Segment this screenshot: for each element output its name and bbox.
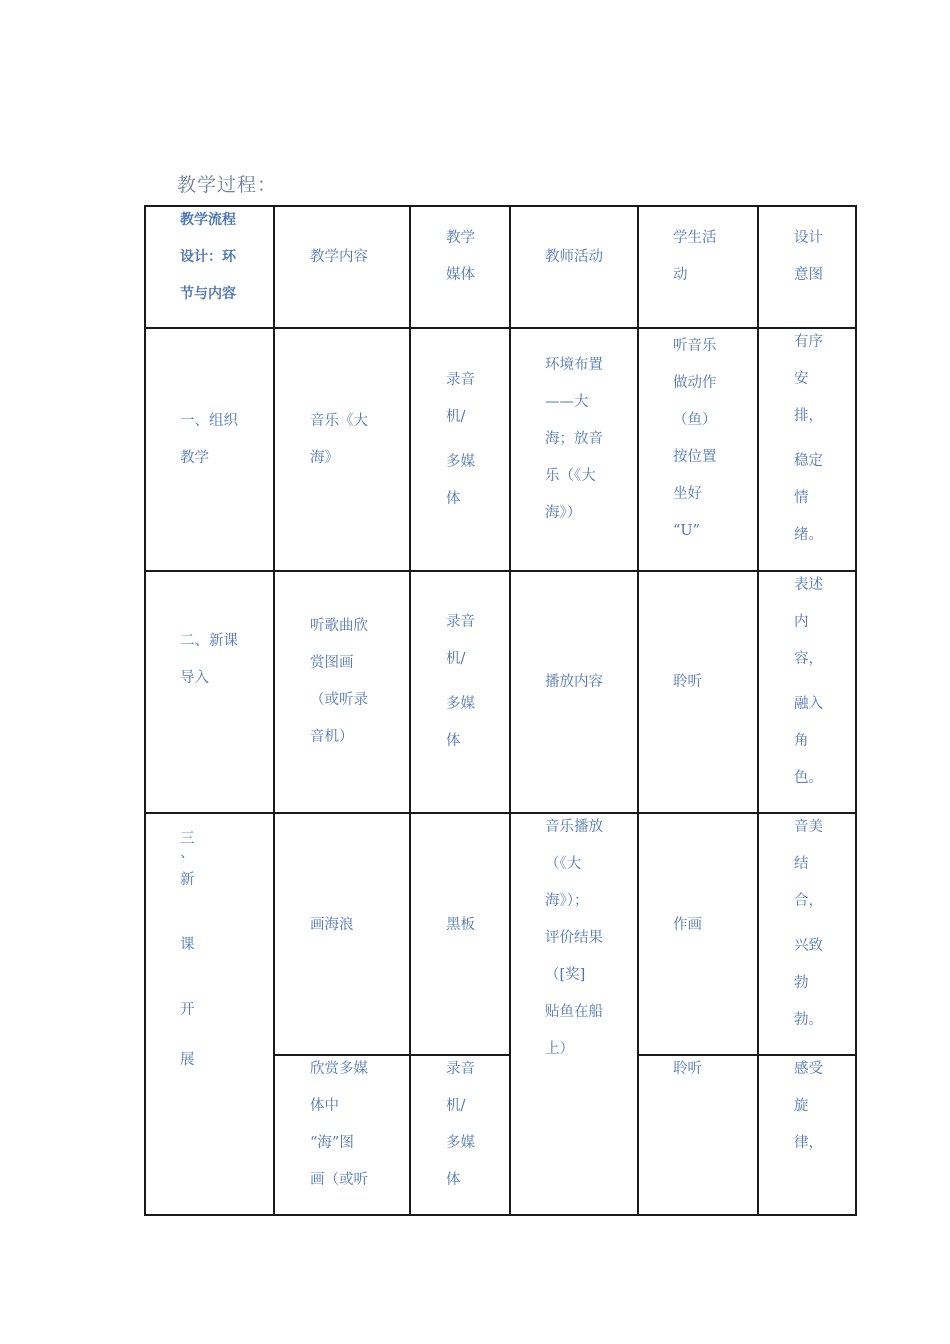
- row2-design-line: 表述: [794, 577, 823, 593]
- header-design-line: 意图: [794, 267, 823, 283]
- row1-media-cell: [446, 362, 475, 518]
- table-border: [144, 205, 857, 207]
- row1-student-cell: [673, 328, 717, 550]
- table-border: [144, 205, 146, 1216]
- header-student-cell: [673, 220, 717, 294]
- row2-content-line: （或听录: [310, 692, 368, 708]
- row2-teacher-cell: [545, 664, 603, 701]
- row2-media-line: 机/: [446, 651, 466, 667]
- row3-teacher-line: 音乐播放: [545, 819, 603, 835]
- row2-flow-cell: [180, 623, 238, 697]
- row2-content-line: 音机）: [310, 729, 354, 745]
- row3a-design-line: 勃。: [794, 1012, 823, 1028]
- row3a-content-text: 画海浪: [310, 917, 354, 933]
- row1-teacher-cell: [545, 347, 603, 532]
- row1-student-line: 听音乐: [673, 338, 717, 354]
- header-media-cell: [446, 220, 475, 294]
- row1-design-line: 安: [794, 371, 809, 387]
- row2-teacher-text: 播放内容: [545, 674, 603, 690]
- row3-teacher-line: 评价结果: [545, 930, 603, 946]
- row3b-design-cell: [794, 1051, 823, 1162]
- row3b-design-line: 律，: [794, 1135, 823, 1151]
- row3a-design-line: 勃: [794, 975, 809, 991]
- row3a-design-cell: [794, 809, 823, 1039]
- row2-student-text: 聆听: [673, 674, 702, 690]
- row3a-design-line: 兴致: [794, 938, 823, 954]
- row1-teacher-line: 乐（《大: [545, 468, 596, 484]
- row3b-content-line: “海”图: [310, 1135, 354, 1151]
- row3-teacher-line: 贴鱼在船: [545, 1004, 603, 1020]
- row1-design-line: 有序: [794, 334, 823, 350]
- row3b-student-cell: [673, 1051, 702, 1088]
- row1-content-line: 音乐《大: [310, 413, 368, 429]
- row3b-media-line: 体: [446, 1172, 461, 1188]
- row2-media-line: 多媒: [446, 696, 475, 712]
- row1-design-line: 绪。: [794, 527, 823, 543]
- row1-student-line: 坐好: [673, 486, 702, 502]
- row1-flow-line: 教学: [180, 450, 209, 466]
- row1-media-line: 机/: [446, 409, 466, 425]
- row2-student-cell: [673, 664, 702, 701]
- table-border: [144, 812, 857, 814]
- row1-student-line: 按位置: [673, 449, 717, 465]
- row3b-student-text: 聆听: [673, 1061, 702, 1077]
- header-student-line: 动: [673, 267, 688, 283]
- table-border: [273, 205, 275, 1216]
- header-flow-cell: [180, 202, 236, 313]
- row3b-media-line: 录音: [446, 1061, 475, 1077]
- table-border: [757, 205, 759, 1216]
- row2-design-line: 内: [794, 614, 809, 630]
- row3a-design-line: 合，: [794, 893, 823, 909]
- row1-design-line: 情: [794, 490, 809, 506]
- row1-media-line: 录音: [446, 372, 475, 388]
- table-border: [144, 327, 857, 329]
- row3-flow-cell: [180, 830, 195, 1069]
- header-flow-line: 节与内容: [180, 286, 236, 302]
- row1-design-line: 稳定: [794, 453, 823, 469]
- row3-flow-line: 展: [180, 1052, 195, 1068]
- row3-flow-line: 新: [180, 872, 195, 888]
- row1-student-line: （鱼）: [673, 412, 717, 428]
- row3b-design-line: 旋: [794, 1098, 809, 1114]
- row3a-media-cell: [446, 907, 475, 944]
- row2-design-cell: [794, 567, 823, 797]
- row3-flow-line: 三: [180, 831, 195, 847]
- row3-flow-line: 课: [180, 937, 195, 953]
- header-teacher-cell: [545, 239, 603, 276]
- row1-content-cell: [310, 403, 368, 477]
- row3a-student-text: 作画: [673, 917, 702, 933]
- row3a-content-cell: [310, 907, 354, 944]
- row3b-media-line: 多媒: [446, 1135, 475, 1151]
- row2-flow-line: 二、新课: [180, 633, 238, 649]
- row2-design-line: 角: [794, 733, 809, 749]
- row2-media-cell: [446, 604, 475, 760]
- section-heading: 教学过程：: [177, 174, 278, 196]
- row2-design-line: 容，: [794, 651, 823, 667]
- row2-content-line: 听歌曲欣: [310, 618, 368, 634]
- row1-content-line: 海》: [310, 450, 339, 466]
- row3-teacher-line: （[奖]: [545, 967, 586, 983]
- row3-flow-line: 、: [180, 845, 195, 861]
- row1-media-line: 体: [446, 491, 461, 507]
- row3b-design-line: 感受: [794, 1061, 823, 1077]
- row3a-student-cell: [673, 907, 702, 944]
- header-flow-line: 设计：环: [180, 249, 236, 265]
- row2-media-line: 录音: [446, 614, 475, 630]
- table-border: [637, 1054, 857, 1056]
- header-design-line: 设计: [794, 230, 823, 246]
- header-flow-line: 教学流程: [180, 212, 236, 228]
- row3b-content-line: 画（或听: [310, 1172, 368, 1188]
- row3-teacher-cell: [545, 809, 603, 1068]
- row1-flow-cell: [180, 403, 238, 477]
- header-student-line: 学生活: [673, 230, 717, 246]
- row3b-media-line: 机/: [446, 1098, 466, 1114]
- row1-teacher-line: 环境布置: [545, 357, 603, 373]
- row1-teacher-line: 海》）: [545, 505, 582, 521]
- row2-media-line: 体: [446, 733, 461, 749]
- row2-content-cell: [310, 608, 368, 756]
- row3-teacher-line: 上）: [545, 1041, 574, 1057]
- row1-student-line: 做动作: [673, 375, 717, 391]
- row3-teacher-line: 海》）；: [545, 893, 589, 909]
- table-border: [855, 205, 857, 1216]
- header-content-text: 教学内容: [310, 249, 368, 265]
- row1-design-cell: [794, 324, 823, 554]
- table-border: [637, 205, 639, 1216]
- row3-flow-line: 开: [180, 1002, 195, 1018]
- row2-design-line: 色。: [794, 770, 823, 786]
- header-teacher-text: 教师活动: [545, 249, 603, 265]
- row1-media-line: 多媒: [446, 454, 475, 470]
- table-border: [144, 570, 857, 572]
- row3a-media-text: 黑板: [446, 917, 475, 933]
- row3a-design-line: 音美: [794, 819, 823, 835]
- row2-design-line: 融入: [794, 696, 823, 712]
- row1-flow-line: 一、组织: [180, 413, 238, 429]
- row2-content-line: 赏图画: [310, 655, 354, 671]
- row3b-content-line: 欣赏多媒: [310, 1061, 368, 1077]
- header-media-line: 媒体: [446, 267, 475, 283]
- row1-student-line: “U”: [673, 523, 701, 539]
- row3b-content-line: 体中: [310, 1098, 339, 1114]
- row3b-content-cell: [310, 1051, 368, 1199]
- row1-teacher-line: 海；放音: [545, 431, 603, 447]
- row3b-media-cell: [446, 1051, 475, 1199]
- row3-teacher-line: （《大: [545, 856, 582, 872]
- row2-flow-line: 导入: [180, 670, 209, 686]
- table-border: [509, 205, 511, 1216]
- header-design-cell: [794, 220, 823, 294]
- header-content-cell: [310, 239, 368, 276]
- row1-teacher-line: ——大: [545, 394, 589, 410]
- row3a-design-line: 结: [794, 856, 809, 872]
- row1-design-line: 排，: [794, 408, 823, 424]
- header-media-line: 教学: [446, 230, 475, 246]
- table-border: [409, 205, 411, 1216]
- table-border: [144, 1214, 857, 1216]
